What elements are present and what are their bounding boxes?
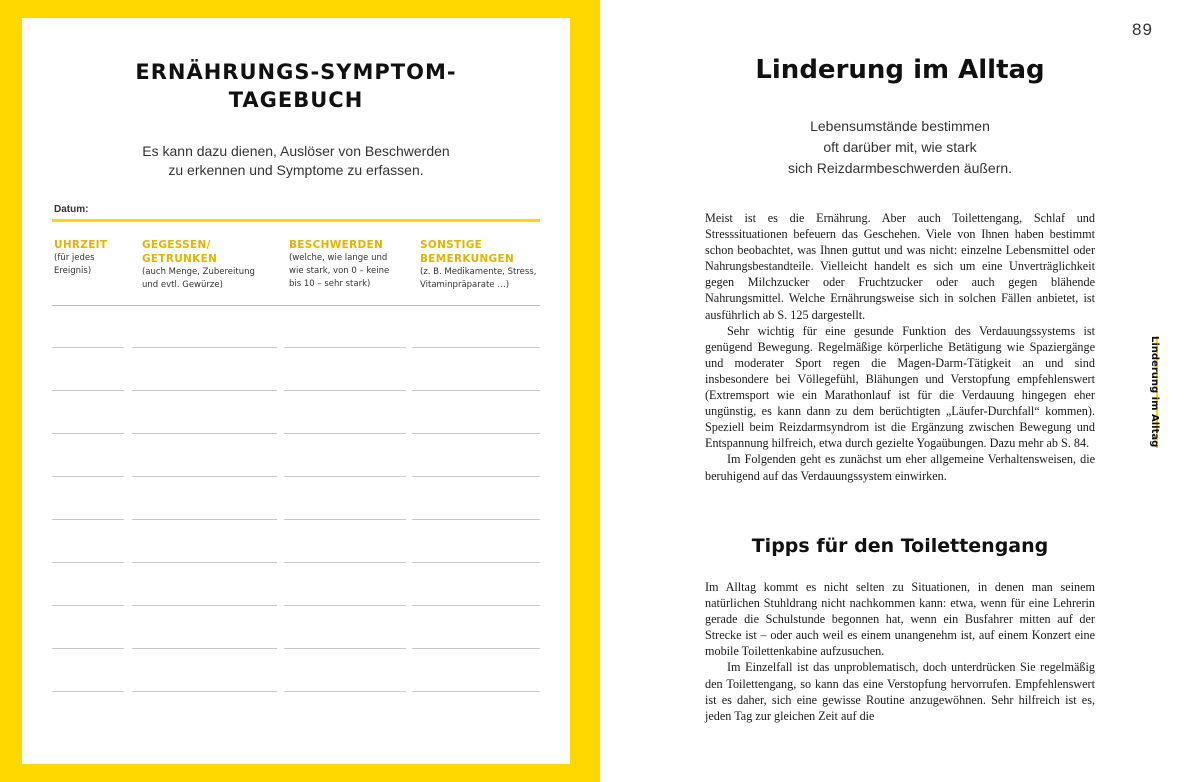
diary-entry-row[interactable] [22,563,570,606]
diary-title-line: ERNÄHRUNGS-SYMPTOM- [135,60,457,84]
chapter-intro [700,116,1100,179]
body-paragraph: Im Alltag kommt es nicht selten zu Situationen, in denen man seinem natürlichen Stuhldrang nicht nachkommen kann: etwa, wenn für eine Lehrerin gerade die Schulstunde begonnen hat, wenn ein Busfahrer mitten auf der Strecke ist – oder auch weil es einem unangenehm ist, auf einem Konzert eine mobile Toilettenkabine aufzusuchen. [705,580,1095,659]
entry-cell-line[interactable] [284,691,406,692]
entry-cell-line[interactable] [412,691,540,692]
column-header-notes [420,238,536,292]
diary-intro-line: zu erkennen und Symptome zu erfassen. [168,162,424,178]
page-number: 89 [1132,20,1153,39]
column-title [54,238,107,252]
column-title-line: GEGESSEN/ [142,239,211,251]
column-subtitle [142,266,255,292]
column-subtitle-line: (welche, wie lange und [289,253,388,263]
column-subtitle-line: bis 10 – sehr stark) [289,279,371,289]
column-subtitle-line: und evtl. Gewürze) [142,280,223,290]
column-subtitle-line: wie stark, von 0 – keine [289,266,390,276]
column-header-eaten [142,238,255,292]
column-subtitle [289,252,389,291]
yellow-divider [52,219,540,222]
column-title-line: BEMERKUNGEN [420,253,515,265]
column-title [420,238,536,266]
entry-cell-line[interactable] [132,691,277,692]
chapter-intro-line: oft darüber mit, wie stark [823,139,977,155]
column-subtitle [420,266,536,292]
column-title [289,238,389,252]
section-body-text [705,210,1095,484]
diary-entry-row[interactable] [22,606,570,649]
column-subtitle-line: (auch Menge, Zubereitung [142,267,255,277]
section-body-text [705,579,1095,724]
diary-entry-row[interactable] [22,348,570,391]
side-tab-label: Linderung im Alltag [1149,336,1160,448]
column-title [142,238,255,266]
column-subtitle-line: Vitaminpräparate …) [420,280,510,290]
chapter-intro-line: sich Reizdarmbeschwerden äußern. [787,160,1013,176]
diary-entry-row[interactable] [22,520,570,563]
diary-entry-row[interactable] [22,434,570,477]
column-subtitle-line: Ereignis) [54,266,92,276]
diary-title [22,58,570,114]
diary-entry-row[interactable] [22,391,570,434]
diary-intro-line: Es kann dazu dienen, Auslöser von Beschwerden [142,143,450,159]
diary-entry-row[interactable] [22,305,570,348]
symptom-diary-card [22,18,570,764]
body-paragraph: Sehr wichtig für eine gesunde Funktion des Verdauungssystems ist genügend Bewegung. Regelmäßige körperliche Betätigung wie Spaziergänge und moderater Sport regen die Magen-Darm-Tätigkeit an und sind insbesondere bei Völlegefühl, Blähungen und Verstopfung empfehlenswert (Extremsport wie ein Marathonlauf ist für die Verdauung hingegen eher ungünstig, es kann dann zu dem berüchtigten „Läufer-Durchfall“ kommen). Speziell beim Reizdarmsyndrom ist die Ergänzung zwischen Bewegung und Entspannung hilfreich, etwa durch gezielte Yogaübungen. Dazu mehr ab S. 84. [705,323,1095,451]
diary-entry-row[interactable] [22,477,570,520]
chapter-title: Linderung im Alltag [755,55,1045,85]
datum-label: Datum: [54,204,89,215]
chapter-intro-line: Lebensumstände bestimmen [810,118,990,134]
column-title-line: BESCHWERDEN [289,239,384,251]
chapter-side-tab [1140,336,1158,448]
column-subtitle-line: (für jedes [54,253,95,263]
column-title-line: GETRUNKEN [142,253,218,265]
column-header-time [54,238,107,278]
body-paragraph: Im Folgenden geht es zunächst um eher allgemeine Verhaltensweisen, die beruhigend auf das Verdauungssystem einwirken. [705,452,1095,483]
body-paragraph: Meist ist es die Ernährung. Aber auch Toilettengang, Schlaf und Stresssituationen befeuern das Geschehen. Viele von Ihnen haben bestimmt schon beobachtet, was Ihnen guttut und was nicht: einzelne Lebensmittel oder Nahrungsbestandteile. Vielleicht handelt es sich um eine Unverträglichkeit gegen Milchzucker oder Fruchtzucker oder auch gegen blähende Nahrungsmittel. Welche Ernährungsweise sich in solchen Fällen anbietet, ist ausführlich ab S. 125 dargestellt. [705,211,1095,322]
body-paragraph: Im Einzelfall ist das unproblematisch, doch unterdrücken Sie regelmäßig den Toilettengang, so kann das eine Verstopfung hervorrufen. Empfehlenswert ist es daher, sich eine gewisse Routine anzugewöhnen. Sehr hilfreich ist es, jeden Tag zur gleichen Zeit auf die [705,660,1095,723]
column-title-line: SONSTIGE [420,239,483,251]
column-subtitle-line: (z. B. Medikamente, Stress, [420,267,537,277]
entry-cell-line[interactable] [52,691,124,692]
section-heading: Tipps für den Toilettengang [751,535,1049,557]
diary-title-line: TAGEBUCH [228,88,364,112]
column-header-complaints [289,238,389,291]
diary-intro [22,142,570,180]
column-title-line: UHRZEIT [54,239,108,251]
diary-entry-row[interactable] [22,649,570,692]
column-subtitle [54,252,107,278]
diary-entry-rows [22,305,570,692]
